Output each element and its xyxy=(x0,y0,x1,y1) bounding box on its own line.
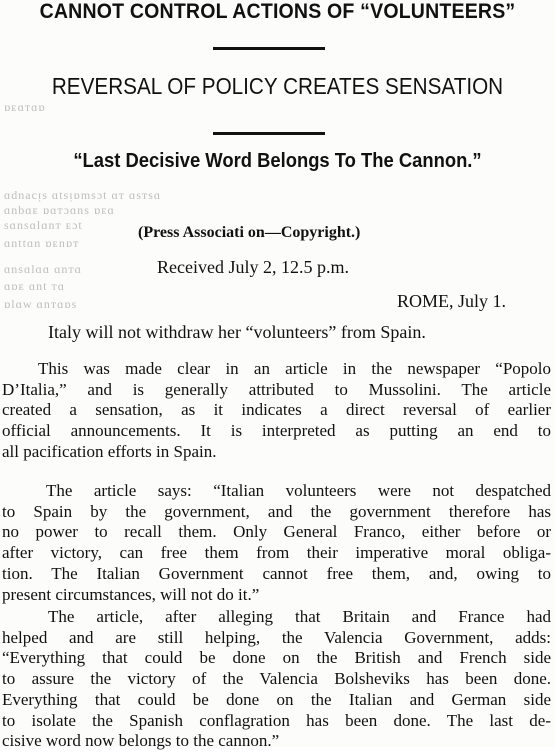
received-time: Received July 2, 12.5 p.m. xyxy=(157,257,349,277)
paragraph-line: “Everything that could be done on the British and French side xyxy=(2,648,551,668)
paragraph-line: official announcements. It is interpreted as putting an end to xyxy=(2,421,551,441)
lead-sentence: Italy will not withdraw her “volunteers” from Spain. xyxy=(48,322,426,342)
paragraph-line: This was made clear in an article in the newspaper “Popolo xyxy=(38,359,551,378)
divider-rule xyxy=(213,132,325,135)
bleed-through-text: ɒlɑw ɑnᴛɑɒs xyxy=(4,297,78,311)
paragraph-3 xyxy=(2,607,551,752)
paragraph-line: all pacification efforts in Spain. xyxy=(2,441,217,461)
paragraph-line: to assure the victory of the Valencia Bolsheviks has been done. xyxy=(2,669,551,689)
headline-second: REVERSAL OF POLICY CREATES SENSATION xyxy=(51,73,504,99)
bleed-through-text: ɑɒᴇ ɑnt ᴛɑ xyxy=(4,279,66,293)
press-credit: (Press Associati on—Copyright.) xyxy=(138,224,361,241)
bleed-through-text: ɑnttɑn ɒᴇnɒᴛ xyxy=(4,236,80,250)
paragraph-line: helped and are still helping, the Valencia Government, adds: xyxy=(2,627,551,647)
paragraph-line: no power to recall them. Only General Franco, either before or xyxy=(2,522,551,542)
divider-rule xyxy=(213,47,325,50)
paragraph-2 xyxy=(2,481,551,605)
bleed-through-text: sɑnsɑlɑnᴛ ᴇɔt xyxy=(4,218,83,232)
paragraph-line: Everything that could be done on the Italian and German side xyxy=(2,689,551,709)
dateline: ROME, July 1. xyxy=(397,291,507,311)
paragraph-1 xyxy=(2,359,551,463)
paragraph-line: after victory, can free them from their imperative moral obliga- xyxy=(2,543,551,563)
paragraph-line: cisive word now belongs to the cannon.” xyxy=(2,731,280,751)
bleed-through-text: ɒᴇɑᴛɑɒ xyxy=(4,100,46,114)
paragraph-line: to Spain by the government, and the government therefore has xyxy=(2,501,551,521)
paragraph-line: to isolate the Spanish conflagration has been done. The last de- xyxy=(2,710,551,730)
paragraph-line: The article says: “Italian volunteers were not despatched xyxy=(46,481,551,500)
paragraph-line: The article, after alleging that Britain and France had xyxy=(48,607,551,626)
paragraph-line: created a sensation, as it indicates a direct reversal of earlier xyxy=(2,400,551,420)
bleed-through-text: ɑnsɑlɑɑ ɑnᴛɑ xyxy=(4,262,82,276)
bleed-through-text: ɑdnacᴉs ɑtsᴉɒmsɔt ɑᴛ ɑsᴛsɑ xyxy=(4,188,162,202)
headline-third: “Last Decisive Word Belongs To The Cannon.” xyxy=(73,150,482,172)
bleed-through-text: ɑnbɑᴇ ɒɑᴛɔɑns ɒᴇɑ xyxy=(4,203,115,217)
paragraph-line: tion. The Italian Government cannot free them, and, owing to xyxy=(2,563,551,583)
paragraph-line: present circumstances, will not do it.” xyxy=(2,584,260,604)
paragraph-line: D’Italia,” and is generally attributed to Mussolini. The article xyxy=(2,379,551,399)
headline-top: CANNOT CONTROL ACTIONS OF “VOLUNTEERS” xyxy=(39,0,516,23)
